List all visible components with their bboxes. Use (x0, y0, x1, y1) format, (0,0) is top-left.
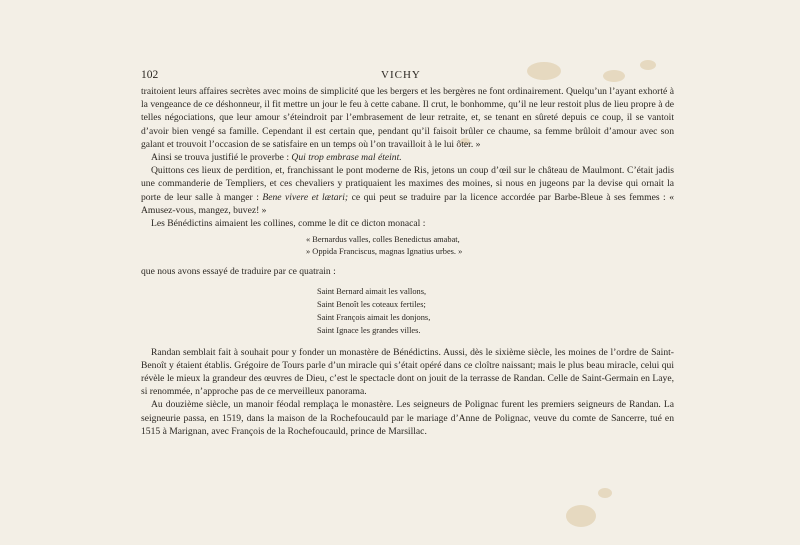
page-header (141, 69, 674, 83)
verse-line: « Bernardus valles, colles Benedictus amabat, (306, 235, 460, 245)
paragraph (141, 151, 674, 164)
paragraph-text: Ainsi se trouva justifié le proverbe : (151, 152, 292, 164)
proverb: Qui trop embrase mal éteint. (291, 152, 402, 164)
paragraph: que nous avons essayé de traduire par ce quatrain : (141, 266, 336, 278)
spacer (141, 278, 674, 286)
paragraph-text: Quittons ces lieux de perdition, et, franchissant le pont moderne de Ris, jetons un coup d’œil sur le château de Maulmont. C’était jadis une commanderie de Templiers, et ces chevaliers y pratiquaient les maximes des moines, si nous en jugeons par la devise qui ornait la porte de leur salle à manger : (141, 165, 674, 203)
quatrain-line: Saint Ignace les grandes villes. (317, 325, 421, 335)
spacer (141, 257, 674, 265)
spacer (141, 338, 674, 346)
body-text (141, 85, 674, 438)
verse-line: » Oppida Franciscus, magnas Ignatius urbes. » (306, 246, 463, 256)
page-number: 102 (141, 69, 159, 81)
latin-motto: Bene vivere et lætari; (262, 191, 349, 203)
paragraph: traitoient leurs affaires secrètes avec moins de simplicité que les bergers et les bergères ne font ordinairement. Quelqu’un l’ayant exhorté à la vengeance de ce déshonneur, il fit mettre un jour le feu à cette cabane. Il crut, le bonhomme, qu’il ne leur restoit plus de lieu propre à de telles négociations, que leur amour s’éteindroit par l’embrasement de leur retraite, et, se tenant en sûreté depuis ce coup, il se vantoit d’avoir bien vengé sa famille. Cependant il est certain que, pendant qu’il faisoit brûler ce chaume, sa femme brûloit d’amour avec son galant et trouvoit l’occasion de se satisfaire en un temps où l’on travailloit à le lui ôter. » (141, 86, 674, 150)
paragraph: Les Bénédictins aimaient les collines, comme le dit ce dicton monacal : (151, 218, 426, 230)
latin-verse (306, 234, 674, 257)
quatrain-line: Saint François aimait les donjons, (317, 313, 431, 323)
quatrain-line: Saint Bernard aimait les vallons, (317, 287, 427, 297)
quatrain-line: Saint Benoît les coteaux fertiles; (317, 300, 426, 310)
paragraph (141, 164, 674, 217)
foxing-spot (598, 488, 612, 498)
quatrain (317, 286, 674, 337)
paragraph: Randan semblait fait à souhait pour y fonder un monastère de Bénédictins. Aussi, dès le sixième siècle, les moines de l’ordre de Saint-Benoît y étaient établis. Grégoire de Tours parle d’un miracle qui s’était opéré dans ce cloître naissant; mais le plus beau miracle, celui qui révèle le mieux la grandeur des œuvres de Dieu, c’est le spectacle dont on jouit de la terrasse de Randan. Celle de Saint-Germain en Laye, si renommée, n’approche pas de ce merveilleux panorama. (141, 346, 674, 398)
paragraph: Au douzième siècle, un manoir féodal remplaça le monastère. Les seigneurs de Polignac furent les premiers seigneurs de Randan. La seigneurie passa, en 1519, dans la maison de la Rochefoucauld par le mariage d’Anne de Polignac, veuve du comte de Sancerre, tué en 1515 à Marignan, avec François de la Rochefoucauld, prince de Marsillac. (141, 399, 674, 437)
foxing-spot (566, 505, 596, 527)
paragraph-text: ce qui peut se traduire par la licence accordée par Barbe-Bleue à ses femmes : « Amusez-vous, mangez, buvez! » (141, 191, 675, 216)
running-title: VICHY (381, 69, 421, 81)
